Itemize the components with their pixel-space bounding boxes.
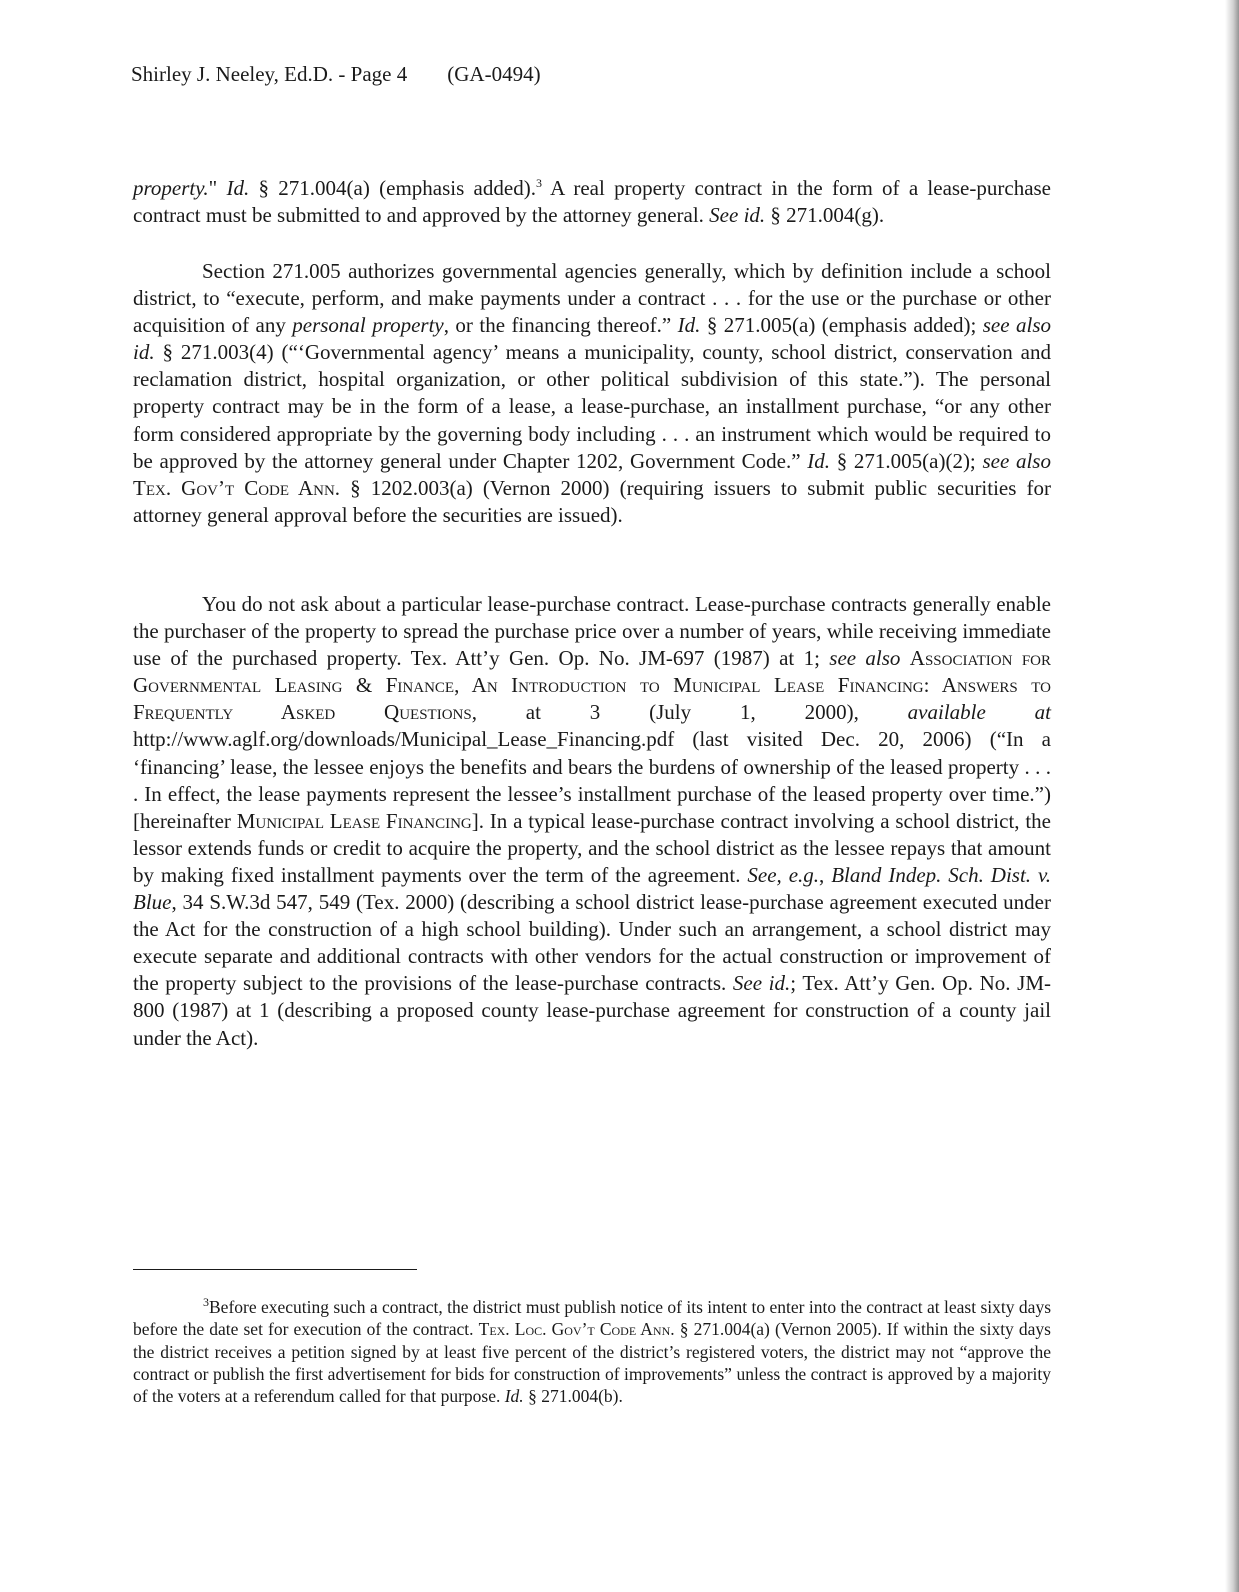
text-run: , 34 S.W.3d 547, 549 (Tex. 2000) (describing a school district lease-purchase agreement executed under the Act for the construction of a high school building). Under such an arrangement, a school district may execute separate and additional contracts with other vendors for the actual construction or improvement of the property subject to the provisions of the lease-purchase contracts. [133, 890, 1051, 996]
publication-title: Association for Governmental Leasing & Finance, An Introduction to Municipal Lease Financing: Answers to Frequently Asked Questions [133, 646, 1051, 725]
citation-id: Id. [504, 1386, 524, 1407]
text-run [900, 646, 909, 670]
paragraph-1 [133, 175, 1051, 229]
text-run: § 271.004(a) (emphasis added). [249, 176, 536, 200]
running-head: Shirley J. Neeley, Ed.D. - Page 4 [131, 62, 408, 86]
text-run: , or the financing thereof.” [443, 313, 678, 338]
text-run: , at 3 (July 1, 2000), [471, 700, 908, 725]
italic-text: personal property [292, 313, 444, 338]
text-run: § 271.005(a)(2); [830, 448, 983, 473]
text-run: Section 271.005 authorizes governmental agencies generally, which by definition include a school district, to “execute, perform, and make payments under a contract . . . for the use or the purchase or other acquisition of any [133, 259, 1051, 338]
footnote-reference: 3 [535, 176, 542, 190]
text-run: ]. In a typical lease-purchase contract involving a school district, the lessor extends funds or credit to acquire the property, and the school district as the lessee repays that amount by making fixed installment payments over the term of the agreement. [133, 808, 1051, 887]
text-run: § 271.004(a) (Vernon 2005). If within the sixty days the district receives a petition signed by at least five percent of the district’s registered voters, the district may not “approve the contract or publish the first advertisement for bids for construction of improvements” unless the contract is approved by a majority of the voters at a referendum called for that purpose. [133, 1319, 1051, 1407]
footnote-divider [133, 1269, 417, 1270]
text-run: § 1202.003(a) (Vernon 2000) (requiring issuers to submit public securities for attorney general approval before the securities are issued). [133, 475, 1051, 527]
citation-id: Id. [807, 448, 830, 473]
short-title: Municipal Lease Financing [236, 808, 472, 833]
text-run: ; Tex. Att’y Gen. Op. No. JM-800 (1987) at 1 (describing a proposed county lease-purchase agreement for construction of a county jail under the Act). [133, 971, 1052, 1050]
citation-id: Id. [677, 313, 701, 338]
italic-text: property. [133, 176, 209, 200]
case-name: Bland Indep. Sch. Dist. v. Blue [133, 862, 1051, 915]
text-run: " [208, 176, 227, 200]
citation-see-also: see also [829, 646, 901, 671]
text-run: http://www.aglf.org/downloads/Municipal_Lease_Financing.pdf (last visited Dec. 20, 2006) (“In a ‘financing’ lease, the lessee enjoys the benefits and bears the burdens of ownership of the leased property . . . . In effect, the lease payments represent the lessee’s installment purchase of the leased property over time.”) [hereinafter [133, 727, 1051, 833]
citation-see-also: see also [982, 448, 1051, 473]
statute-title: Tex. Gov’t Code Ann. [133, 475, 341, 500]
scan-edge-shadow [1225, 0, 1239, 1592]
statute-title: Tex. Loc. Gov’t Code Ann. [478, 1319, 675, 1340]
paragraph-2 [133, 258, 1051, 529]
text-run: You do not ask about a particular lease-purchase contract. Lease-purchase contracts generally enable the purchaser of the property to spread the purchase price over a number of years, while receiving immediate use of the purchased property. Tex. Att’y Gen. Op. No. JM-697 (1987) at 1; [133, 592, 1051, 671]
footnote-marker: 3 [203, 1295, 209, 1310]
footnote-3 [133, 1296, 1051, 1407]
citation-available-at: available at [907, 700, 1051, 725]
text-run: , [819, 862, 832, 887]
citation-see-id: See id. [709, 203, 766, 228]
citation-see-eg: See, e.g. [747, 862, 820, 887]
opinion-number: (GA-0494) [447, 62, 541, 86]
text-run: A real property contract in the form of a lease-purchase contract must be submitted to and approved by the attorney general. [133, 176, 1052, 228]
citation-id: Id. [226, 176, 250, 200]
citation-see-also: see also id. [133, 313, 1052, 365]
page-header [131, 62, 541, 87]
text-run: § 271.004(b). [523, 1386, 623, 1407]
text-run: § 271.003(4) (“‘Governmental agency’ means a municipality, county, school district, conservation and reclamation district, hospital organization, or other political subdivision of this state.”). The personal property contract may be in the form of a lease, a lease-purchase, an installment purchase, “or any other form considered appropriate by the governing body including . . . an instrument which would be required to be approved by the attorney general under Chapter 1202, Government Code.” [133, 340, 1051, 473]
text-run: § 271.004(g). [765, 203, 885, 228]
text-run: § 271.005(a) (emphasis added); [700, 313, 983, 338]
paragraph-3 [133, 591, 1051, 1052]
citation-see-id: See id. [732, 971, 791, 996]
text-run: Before executing such a contract, the district must publish notice of its intent to enter into the contract at least sixty days before the date set for execution of the contract. [133, 1297, 1051, 1340]
